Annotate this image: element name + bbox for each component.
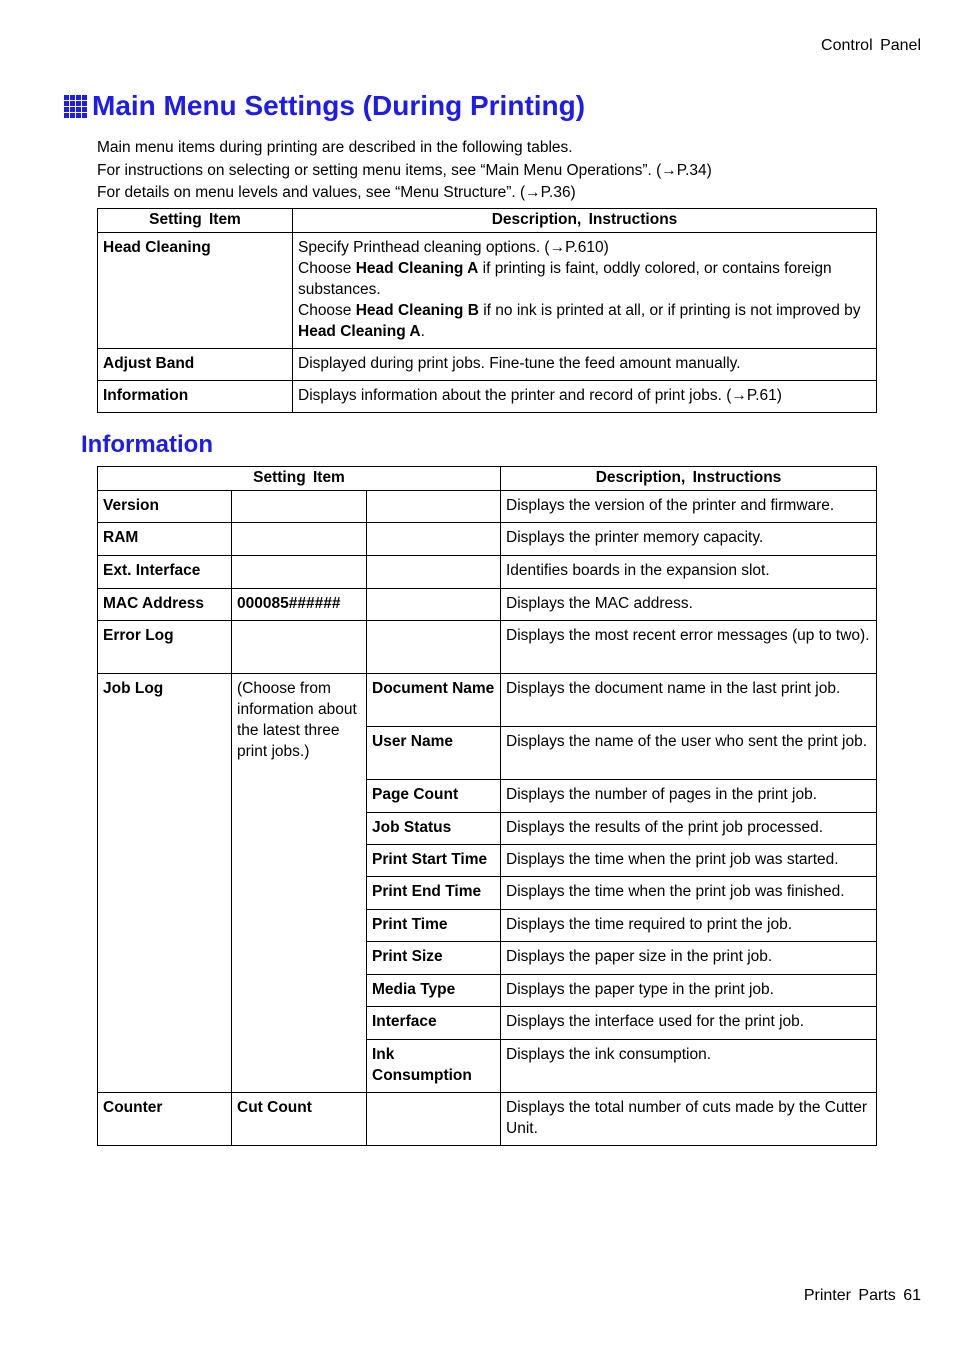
setting-item: Counter xyxy=(98,1093,232,1146)
setting-description: Displays the version of the printer and firmware. xyxy=(501,491,877,523)
sub-item: Job Status xyxy=(367,813,501,845)
empty-cell xyxy=(367,523,501,556)
empty-cell xyxy=(232,491,367,523)
option-name: Head Cleaning B xyxy=(355,302,479,319)
setting-description: Displays the time when the print job was started. xyxy=(501,845,877,877)
column-header: Description, Instructions xyxy=(293,209,877,233)
table-row xyxy=(98,523,877,556)
setting-description: Displays the most recent error messages (up to two). xyxy=(501,621,877,674)
setting-description: Displays the total number of cuts made by the Cutter Unit. xyxy=(501,1093,877,1146)
page-title-row xyxy=(64,88,585,124)
table-row xyxy=(98,349,877,381)
running-header: Control Panel xyxy=(821,37,921,54)
setting-description: Displays the number of pages in the print job. xyxy=(501,780,877,813)
setting-description xyxy=(293,233,877,349)
table-row xyxy=(98,1093,877,1146)
empty-cell xyxy=(367,491,501,523)
section-heading: Information xyxy=(81,431,213,458)
table-row xyxy=(98,491,877,523)
intro-line: For details on menu levels and values, see “Menu Structure”. (→P.36) xyxy=(97,184,576,201)
empty-cell xyxy=(232,556,367,589)
setting-value: 000085###### xyxy=(232,589,367,621)
page-title: Main Menu Settings (During Printing) xyxy=(92,90,586,121)
setting-item: RAM xyxy=(98,523,232,556)
setting-description: Displays the ink consumption. xyxy=(501,1040,877,1093)
table-row xyxy=(98,381,877,413)
setting-description: Displays the interface used for the print job. xyxy=(501,1007,877,1040)
empty-cell xyxy=(232,621,367,674)
sub-item: Print End Time xyxy=(367,877,501,910)
empty-cell xyxy=(367,589,501,621)
option-name: Head Cleaning A xyxy=(298,323,421,340)
sub-item: Print Size xyxy=(367,942,501,975)
setting-description: Displays the name of the user who sent the print job. xyxy=(501,727,877,780)
table-row xyxy=(98,621,877,674)
setting-item: Job Log xyxy=(98,674,232,1093)
setting-description: Displays the printer memory capacity. xyxy=(501,523,877,556)
setting-item: Version xyxy=(98,491,232,523)
setting-item: MAC Address xyxy=(98,589,232,621)
sub-item: Media Type xyxy=(367,975,501,1007)
setting-description: Displays the paper size in the print job. xyxy=(501,942,877,975)
column-header: Setting Item xyxy=(98,209,293,233)
empty-cell xyxy=(367,1093,501,1146)
sub-item: Page Count xyxy=(367,780,501,813)
table-row xyxy=(98,556,877,589)
grid-icon xyxy=(64,95,87,118)
desc-text: Choose xyxy=(298,302,356,319)
empty-cell xyxy=(232,523,367,556)
setting-description: Displays the time required to print the job. xyxy=(501,910,877,942)
column-header: Setting Item xyxy=(98,467,501,491)
setting-item: Adjust Band xyxy=(98,349,293,381)
sub-item: Interface xyxy=(367,1007,501,1040)
page-footer: Printer Parts 61 xyxy=(803,1287,921,1304)
setting-description: Displays the results of the print job processed. xyxy=(501,813,877,845)
empty-cell xyxy=(367,556,501,589)
table-header-row xyxy=(98,209,877,233)
setting-item: Head Cleaning xyxy=(98,233,293,349)
column-header: Description, Instructions xyxy=(501,467,877,491)
intro-text xyxy=(97,137,712,205)
table-row xyxy=(98,233,877,349)
information-table xyxy=(97,466,877,1146)
sub-item: Print Start Time xyxy=(367,845,501,877)
desc-text: . xyxy=(420,323,425,340)
sub-item: User Name xyxy=(367,727,501,780)
desc-text: if no ink is printed at all, or if printing is not improved by xyxy=(478,302,861,319)
table-row xyxy=(98,589,877,621)
desc-text: if printing is faint, oddly colored, or contains foreign substances. xyxy=(298,260,832,298)
sub-item: Ink Consumption xyxy=(367,1040,501,1093)
main-menu-table xyxy=(97,208,877,413)
intro-line: For instructions on selecting or setting menu items, see “Main Menu Operations”. (→P.34) xyxy=(97,161,712,179)
setting-description: Displays the paper type in the print job. xyxy=(501,975,877,1007)
sub-item: Document Name xyxy=(367,674,501,727)
setting-item: Information xyxy=(98,381,293,413)
setting-description: Displayed during print jobs. Fine-tune the feed amount manually. xyxy=(293,349,877,381)
desc-text: Specify Printhead cleaning options. (→P.610) xyxy=(298,239,609,256)
setting-item: Error Log xyxy=(98,621,232,674)
setting-description: Identifies boards in the expansion slot. xyxy=(501,556,877,589)
setting-description: Displays information about the printer and record of print jobs. (→P.61) xyxy=(293,381,877,413)
setting-note: (Choose from information about the latest three print jobs.) xyxy=(232,674,367,1093)
table-row xyxy=(98,674,877,727)
setting-description: Displays the time when the print job was finished. xyxy=(501,877,877,910)
sub-item: Cut Count xyxy=(232,1093,367,1146)
empty-cell xyxy=(367,621,501,674)
setting-description: Displays the MAC address. xyxy=(501,589,877,621)
sub-item: Print Time xyxy=(367,910,501,942)
intro-line: Main menu items during printing are described in the following tables. xyxy=(97,139,573,156)
setting-description: Displays the document name in the last print job. xyxy=(501,674,877,727)
desc-text: Choose xyxy=(298,260,356,277)
setting-item: Ext. Interface xyxy=(98,556,232,589)
option-name: Head Cleaning A xyxy=(355,260,479,277)
table-header-row xyxy=(98,467,877,491)
